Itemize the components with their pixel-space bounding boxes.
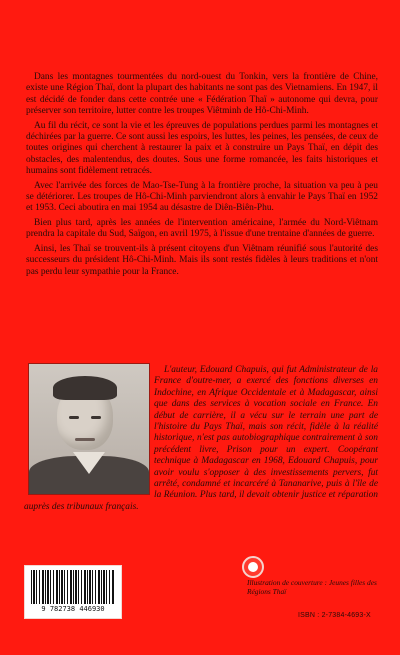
isbn: ISBN : 2-7384-4693-X — [298, 612, 371, 619]
publisher-logo-icon — [242, 556, 264, 578]
author-bio-text: L'auteur, Edouard Chapuis, qui fut Administrateur de la France d'outre-mer, a exercé des fonctions diverses en Indochine, en Afrique Occidentale et à Madagascar, ainsi que dans des services à vocation sociale en France. En début de carrière, il a vécu sur le terrain une part de l'histoire du Pays Thaï, mais son récit, fidèle à la réalité historique, n'est pas autobiographique contrairement à son précédent livre, Prison pour un expert. Coopérant technique à Madagascar en 1968, Edouard Chapuis, pour avoir voulu s'opposer à des investissements pervers, fut arrêté, condamné et incarcéré à Tananarive, puis à l'île de la Réunion. Plus tard, il devait obtenir justice et réparation auprès des tribunaux français. — [24, 365, 378, 512]
barcode — [24, 565, 122, 619]
barcode-bars — [31, 570, 115, 604]
cover-illustration-credit: Illustration de couverture : Jeunes filles des Régions Thaï — [247, 578, 377, 596]
summary-text — [26, 72, 378, 281]
summary-paragraph: Avec l'arrivée des forces de Mao-Tse-Tung à la frontière proche, la situation va peu à peu se détériorer. Les troupes de Hô-Chi-Minh parviendront alors à envahir le Pays Thaï en 1952 et 1953. Ceci aboutira en mai 1954 au désastre de Diên-Biên-Phu. — [26, 180, 378, 214]
summary-paragraph: Au fil du récit, ce sont la vie et les épreuves de populations perdues parmi les montagnes et déchirées par la guerre. Ce sont aussi les espoirs, les luttes, les peines, les pensées, de ceux de toutes origines qui cherchent à restaurer la paix et à construire un Pays Thaï, en dépit des obstacles, des malentendus, des doutes. Sous une forme romancée, les faits historiques et humains sont fidèlement retracés. — [26, 120, 378, 177]
summary-paragraph: Bien plus tard, après les années de l'intervention américaine, l'armée du Nord-Viêtnam prendra la capitale du Sud, Saïgon, en avril 1975, à l'issue d'une trentaine d'années de guerre. — [26, 217, 378, 240]
author-photo — [28, 363, 150, 495]
barcode-digits: 9 782738 446930 — [41, 605, 105, 613]
summary-paragraph: Dans les montagnes tourmentées du nord-ouest du Tonkin, vers la frontière de Chine, existe une Région Thaï, dont la plupart des habitants ne sont pas des Vietnamiens. En 1947, il est décidé de fonder dans cette contrée une « Fédération Thaï » autonome qui devra, pour préserver son territoire, lutter contre les troupes Viêtminh de Hô-Chi-Minh. — [26, 72, 378, 117]
summary-paragraph: Ainsi, les Thaï se trouvent-ils à présent citoyens d'un Viêtnam réunifié sous l'autorité des successeurs du président Hô-Chi-Minh. Mais ils sont restés fidèles à leurs traditions et n'ont pas perdu leur sympathie pour la France. — [26, 243, 378, 277]
